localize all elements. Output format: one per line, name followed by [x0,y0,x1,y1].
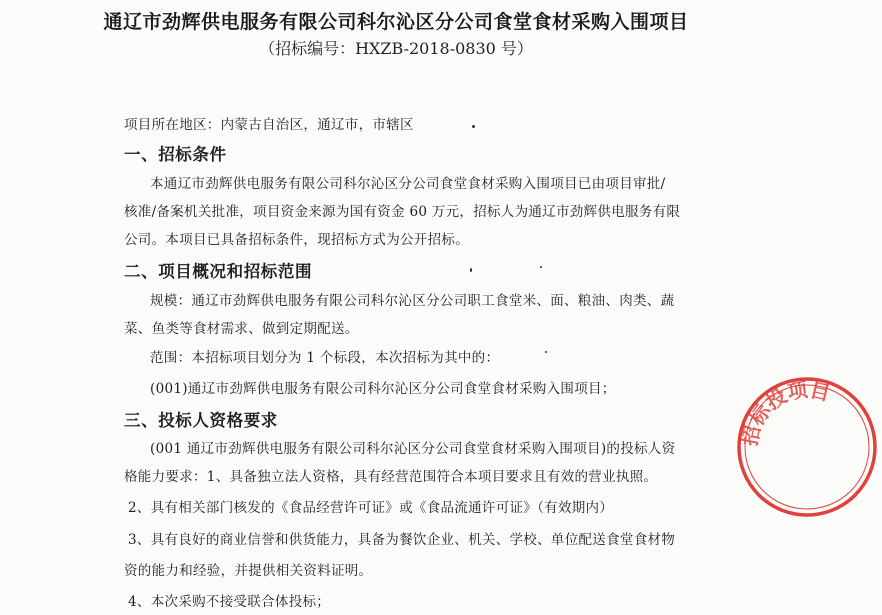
paragraph-line: 菜、鱼类等食材需求、做到定期配送。 [124,321,359,337]
paragraph-line: 2、具有相关部门核发的《食品经营许可证》或《食品流通许可证》（有效期内） [128,500,614,516]
paragraph-line: 核准/备案机关批准，项目资金来源为国有资金 60 万元，招标人为通辽市劲辉供电服务有限 [124,204,681,220]
seal-text: 招标投项目 [737,377,833,448]
paragraph-line: 本通辽市劲辉供电服务有限公司科尔沁区分公司食堂食材采购入围项目已由项目审批/ [150,176,666,192]
paragraph-line: 范围：本招标项目划分为 1 个标段，本次招标为其中的： [150,350,500,366]
seal-inner-ring [745,385,869,509]
scan-speck [472,125,475,128]
paragraph-line: 资的能力和经验，并提供相关资料证明。 [124,563,373,579]
paragraph-line: 规模：通辽市劲辉供电服务有限公司科尔沁区分公司职工食堂米、面、粮油、肉类、蔬 [150,293,675,309]
document-title: 通辽市劲辉供电服务有限公司科尔沁区分公司食堂食材采购入围项目 [103,11,689,33]
seal-stamp [732,372,882,522]
paragraph-line: 格能力要求：1、具备独立法人资格，具有经营范围符合本项目要求且有效的营业执照。 [124,469,658,485]
paragraph-line: 4、本次采购不接受联合体投标； [128,594,331,610]
section-heading-project-overview: 二、项目概况和招标范围 [124,262,313,281]
paragraph-line: 3、具有良好的商业信誉和供货能力，具备为餐饮企业、机关、学校、单位配送食堂食材物 [128,532,676,548]
section-heading-bidder-qualifications: 三、投标人资格要求 [124,411,278,430]
paragraph-line: 公司。本项目已具备招标条件，现招标方式为公开招标。 [124,232,469,248]
scan-speck [470,268,472,272]
section-heading-bidding-conditions: 一、招标条件 [124,145,227,164]
project-region: 项目所在地区：内蒙古自治区，通辽市，市辖区 [124,117,414,133]
paragraph-line: (001)通辽市劲辉供电服务有限公司科尔沁区分公司食堂食材采购入围项目； [150,381,616,397]
paragraph-line: (001 通辽市劲辉供电服务有限公司科尔沁区分公司食堂食材采购入围项目)的投标人资 [150,441,676,457]
tender-number: （招标编号：HXZB-2018-0830 号） [259,39,533,58]
scan-speck [540,266,542,268]
scan-speck [545,351,547,353]
